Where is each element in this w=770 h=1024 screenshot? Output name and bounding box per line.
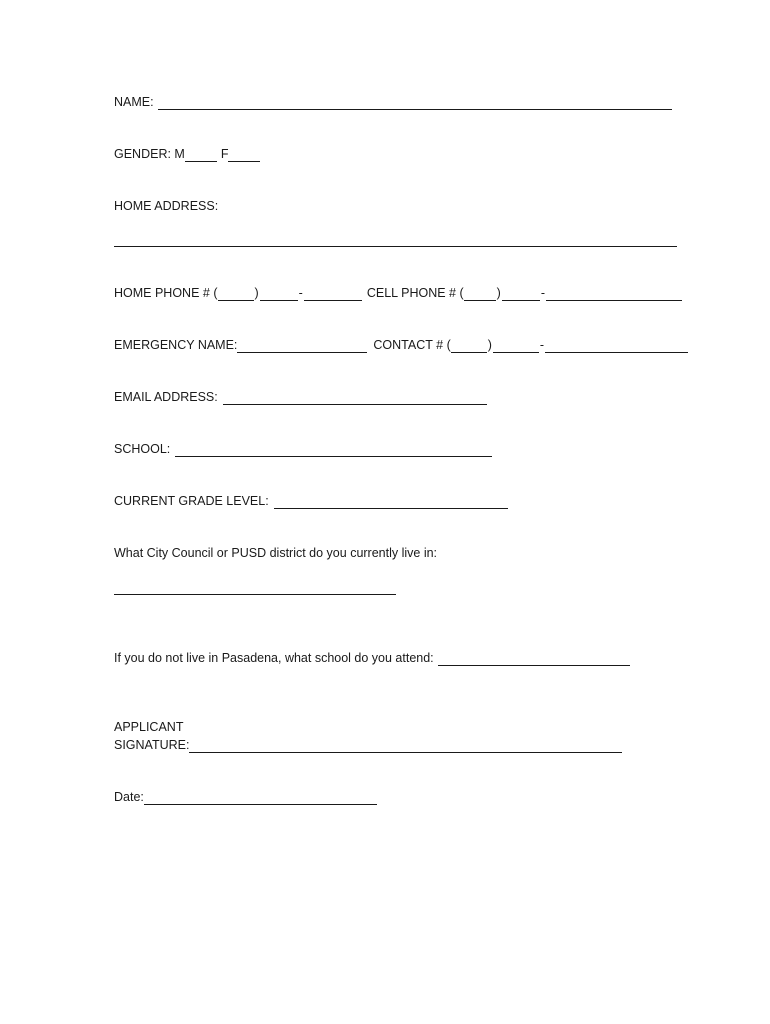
contact-close-paren: )	[487, 338, 492, 352]
cell-phone-label: CELL PHONE # (	[366, 286, 464, 300]
grade-field[interactable]	[274, 495, 508, 509]
home-phone-line-field[interactable]	[304, 287, 362, 301]
date-label: Date:	[114, 790, 144, 804]
cell-phone-close-paren: )	[496, 286, 501, 300]
grade-row	[114, 493, 508, 509]
email-row	[114, 389, 487, 405]
school-field[interactable]	[175, 443, 492, 457]
contact-line-field[interactable]	[545, 339, 688, 353]
cell-phone-line-field[interactable]	[546, 287, 682, 301]
emergency-name-label: EMERGENCY NAME:	[114, 338, 238, 352]
cell-phone-area-field[interactable]	[464, 287, 496, 301]
name-field[interactable]	[158, 96, 672, 110]
signature-row	[114, 737, 622, 753]
gender-row	[114, 146, 260, 162]
emergency-name-field[interactable]	[237, 339, 367, 353]
district-question-row	[114, 545, 437, 561]
cell-phone-prefix-field[interactable]	[502, 287, 540, 301]
grade-label: CURRENT GRADE LEVEL:	[114, 494, 269, 508]
home-address-field[interactable]	[114, 246, 677, 247]
school-label: SCHOOL:	[114, 442, 171, 456]
phone-row	[114, 285, 682, 301]
signature-field[interactable]	[189, 739, 622, 753]
home-address-row	[114, 198, 218, 214]
pasadena-question-row	[114, 650, 630, 666]
name-row	[114, 94, 672, 110]
gender-f-label: F	[220, 147, 229, 161]
home-phone-prefix-field[interactable]	[260, 287, 298, 301]
emergency-row	[114, 337, 688, 353]
contact-area-field[interactable]	[451, 339, 487, 353]
contact-prefix-field[interactable]	[493, 339, 539, 353]
home-phone-close-paren: )	[254, 286, 259, 300]
cell-phone-dash: -	[540, 286, 545, 300]
district-question: What City Council or PUSD district do you currently live in:	[114, 546, 438, 560]
gender-m-label: GENDER: M	[114, 147, 185, 161]
pasadena-school-field[interactable]	[438, 652, 630, 666]
pasadena-question: If you do not live in Pasadena, what school do you attend:	[114, 651, 434, 665]
email-label: EMAIL ADDRESS:	[114, 390, 218, 404]
signature-label: SIGNATURE:	[114, 738, 190, 752]
name-label: NAME:	[114, 95, 154, 109]
contact-label: CONTACT # (	[373, 338, 451, 352]
date-field[interactable]	[144, 791, 377, 805]
applicant-label: APPLICANT	[114, 720, 184, 734]
contact-dash: -	[539, 338, 545, 352]
district-field[interactable]	[114, 594, 396, 595]
home-address-label: HOME ADDRESS:	[114, 199, 219, 213]
home-phone-label: HOME PHONE # (	[114, 286, 218, 300]
applicant-row	[114, 719, 183, 735]
home-phone-area-field[interactable]	[218, 287, 254, 301]
school-row	[114, 441, 492, 457]
email-field[interactable]	[223, 391, 487, 405]
gender-f-field[interactable]	[228, 148, 260, 162]
gender-m-field[interactable]	[185, 148, 217, 162]
date-row	[114, 789, 377, 805]
home-phone-dash: -	[298, 286, 303, 300]
